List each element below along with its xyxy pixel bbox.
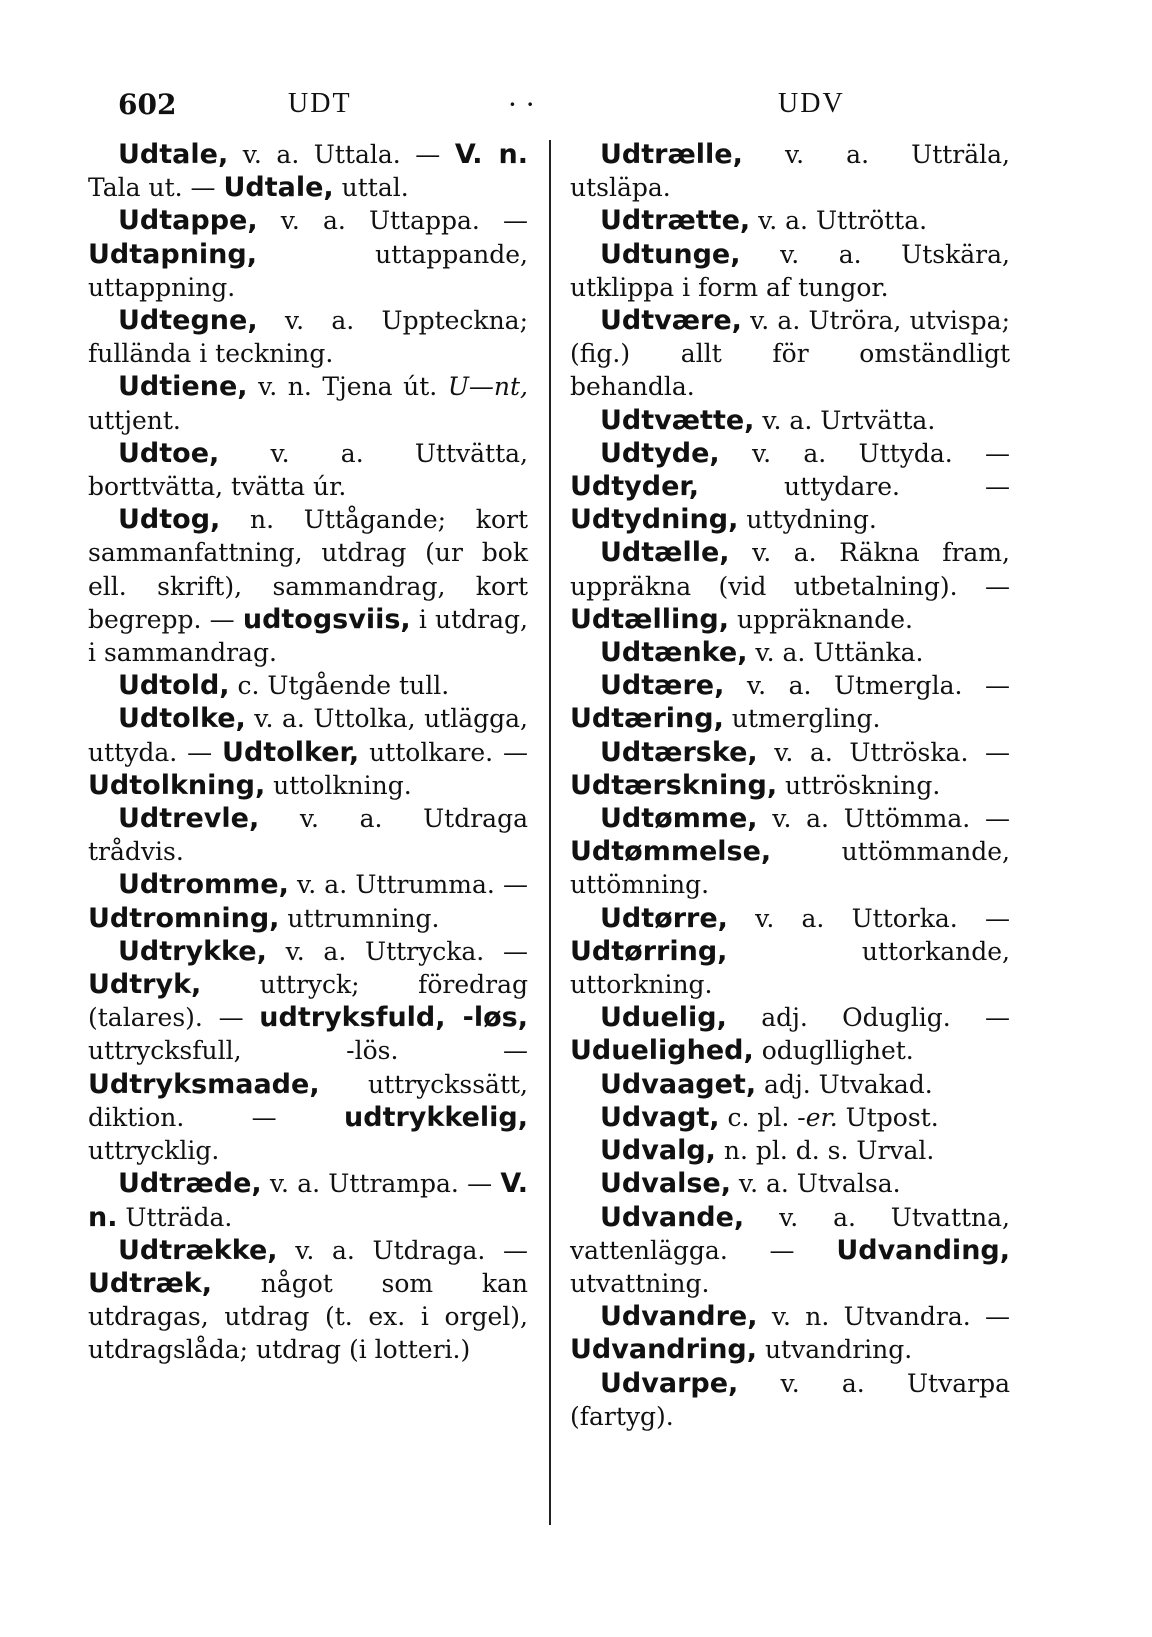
guide-word-right: UDV (778, 88, 845, 119)
dictionary-entry (88, 669, 528, 702)
definition-text: v. a. Uttyda. — (719, 438, 1010, 468)
page-number: 602 (118, 88, 177, 121)
headword: Udtegne, (118, 305, 258, 337)
headword: Udtære, (600, 670, 725, 702)
definition-text: utvandring. (757, 1335, 913, 1365)
definition-text: v. a. Utröra, utvispa; (fig.) allt för omständligt behandla. (570, 306, 1010, 402)
dictionary-entry (570, 204, 1010, 237)
headword: Udtale, (118, 139, 229, 170)
definition-text: c. Utgående tull. (229, 671, 450, 701)
definition-text: v. a. Uttröska. — (757, 737, 1010, 767)
dictionary-entry (88, 204, 528, 304)
dictionary-entry (570, 404, 1010, 437)
dictionary-entry (570, 1167, 1010, 1200)
dictionary-entry (570, 1201, 1010, 1301)
dictionary-entry (88, 1167, 528, 1233)
guide-word-left: UDT (288, 88, 352, 119)
definition-text: v. a. Utträla, utsläpa. (570, 140, 1010, 203)
definition-text: uttrumning. (279, 903, 440, 933)
dictionary-entry (570, 304, 1010, 404)
headword: udtrykkelig, (344, 1101, 528, 1133)
definition-text: Tala ut. — (88, 173, 224, 203)
definition-text: v. n. Utvandra. — (757, 1302, 1010, 1332)
headword: Udvalg, (600, 1135, 716, 1167)
definition-text: uttydare. — (699, 472, 1010, 502)
definition-text: uttal. (333, 173, 409, 203)
headword: Udtromme, (118, 869, 289, 901)
headword: Udtvætte, (600, 404, 755, 436)
header-dots: · · (508, 88, 535, 121)
headword: V. n. (454, 139, 528, 170)
headword: Udvagt, (600, 1101, 720, 1133)
headword: Udtvære, (600, 305, 742, 337)
definition-text: uttolkare. — (359, 737, 528, 767)
definition-text: uttrycksfull, -lös. — (88, 1036, 528, 1066)
definition-text: i utdrag, i sammandrag. (88, 604, 528, 668)
headword: Udtrykke, (118, 935, 267, 967)
definition-text: uttryckssätt, diktion. — (88, 1069, 528, 1132)
definition-text: v. a. Utvarpa (fartyg). (570, 1368, 1010, 1431)
dictionary-entry (88, 868, 528, 934)
dictionary-entry (570, 1367, 1010, 1433)
dictionary-entry (88, 370, 528, 436)
dictionary-entry (570, 1300, 1010, 1366)
headword: Udtømme, (600, 803, 758, 835)
headword: Udtoe, (118, 437, 220, 469)
definition-text: v. a. Utmergla. — (724, 671, 1010, 701)
definition-text: n. Uttågande; kort sammanfattning, utdrag (ur bok ell. skrift), sammandrag, kort begrepp. — (88, 505, 528, 634)
definition-text: uttrycklig. (88, 1136, 220, 1166)
dictionary-entry (570, 536, 1010, 636)
headword: Udtærskning, (570, 769, 778, 801)
definition-text: Utpost. (837, 1102, 939, 1132)
definition-text: n. pl. d. s. Urval. (715, 1136, 935, 1166)
dictionary-entry (570, 1101, 1010, 1134)
definition-text: v. n. Tjena út. (247, 372, 448, 402)
definition-text: v. a. Räkna fram, uppräkna (vid utbetalning). — (570, 538, 1010, 601)
headword: Udtromning, (88, 902, 280, 934)
dictionary-entry (570, 238, 1010, 304)
definition-text: v. a. Uttorka. — (727, 903, 1010, 933)
dictionary-entry (88, 304, 528, 370)
headword: Udvaaget, (600, 1068, 757, 1100)
definition-text: v. a. Utvalsa. (730, 1169, 901, 1199)
definition-text: odugllighet. (753, 1036, 914, 1066)
headword: udtogsviis, (242, 603, 411, 635)
dictionary-entry (570, 802, 1010, 902)
definition-text: uttolkning. (265, 770, 412, 800)
page-header (118, 88, 1018, 128)
definition-text: adj. Oduglig. — (726, 1003, 1010, 1033)
definition-text: v. a. Uttrumma. — (288, 870, 528, 900)
headword: Udtrælle, (600, 139, 743, 170)
headword: Udtæring, (570, 703, 724, 735)
headword: Uduelighed, (570, 1035, 754, 1067)
headword: Udtryk, (88, 969, 202, 1001)
dictionary-entry (570, 636, 1010, 669)
headword: Udtælling, (570, 603, 730, 635)
headword: Udtræk, (88, 1267, 212, 1299)
headword: Udtømmelse, (570, 836, 772, 868)
dictionary-entry (88, 138, 528, 204)
dictionary-entry (88, 1234, 528, 1367)
definition-text: v. a. Utvattna, vattenlägga. — (570, 1202, 1010, 1265)
definition-text: v. a. Utdraga. — (277, 1235, 528, 1265)
dictionary-entry (570, 736, 1010, 802)
headword: Udtrætte, (600, 205, 751, 237)
headword: Udtørre, (600, 902, 728, 934)
definition-text: uttappande, uttappning. (88, 239, 528, 302)
definition-text: v. a. Uttvätta, borttvätta, tvätta úr. (88, 438, 528, 502)
dictionary-entry (88, 935, 528, 1167)
definition-text: adj. Utvakad. (756, 1069, 933, 1099)
headword: Udtolker, (222, 736, 360, 768)
definition-text: v. a. Uttänka. (747, 638, 924, 668)
definition-text: utvattning. (570, 1268, 710, 1298)
headword: Udtræde, (118, 1168, 262, 1200)
headword: Udtærske, (600, 736, 758, 768)
headword: Udtænke, (600, 637, 748, 669)
definition-text: v. a. Uppteckna; fulländа i teckning. (88, 306, 528, 369)
headword: Udtørring, (570, 935, 728, 967)
left-column (88, 138, 528, 1367)
headword: Udtunge, (600, 238, 741, 270)
column-divider (549, 140, 551, 1525)
definition-text: v. a. Uttrycka. — (266, 936, 528, 966)
headword: Udtyder, (570, 471, 700, 503)
headword: Udtrevle, (118, 803, 260, 835)
headword: udtryksfuld, -løs, (259, 1002, 528, 1034)
definition-text: uttorkande, uttorkning. (570, 936, 1010, 1000)
dictionary-entry (88, 802, 528, 868)
dictionary-entry (570, 138, 1010, 204)
headword: V. n. (88, 1168, 528, 1233)
definition-text: uttröskning. (777, 770, 941, 800)
definition-text: v. a. Uttappa. — (257, 206, 528, 236)
dictionary-entry (570, 437, 1010, 537)
definition-text: uppräknande. (729, 604, 913, 634)
definition-text: utmergling. (723, 704, 881, 734)
inflection: U—nt, (447, 372, 528, 402)
dictionary-entry (570, 669, 1010, 735)
headword: Udvarpe, (600, 1367, 739, 1399)
definition-text: v. a. Uttrötta. (750, 206, 928, 236)
definition-text: uttryck; föredrag (talares). — (88, 970, 528, 1033)
headword: Udtapning, (88, 238, 257, 270)
definition-text: v. a. Uttala. — (228, 140, 455, 169)
definition-text: något som kan utdragas, utdrag (t. ex. i orgel), utdragslåda; utdrag (i lotteri.) (88, 1268, 528, 1365)
definition-text: v. a. Uttolka, utlägga, uttyda. — (88, 704, 528, 767)
headword: Udtold, (118, 670, 230, 702)
headword: Udtryksmaade, (88, 1068, 320, 1100)
headword: Udtolkning, (88, 769, 266, 801)
definition-text: v. a. Utskära, utklippa i form af tungor. (570, 239, 1010, 302)
headword: Udtrække, (118, 1234, 278, 1266)
definition-text: uttömmande, uttömning. (570, 837, 1010, 900)
definition-text: Utträda. (117, 1202, 233, 1232)
dictionary-entry (570, 1068, 1010, 1101)
right-column (570, 138, 1010, 1433)
headword: Udtappe, (118, 205, 258, 237)
dictionary-entry (88, 437, 528, 503)
headword: Udvanding, (836, 1234, 1010, 1266)
headword: Udvalse, (600, 1168, 731, 1200)
definition-text: c. pl. (719, 1102, 798, 1132)
headword: Udtyde, (600, 437, 720, 469)
dictionary-entry (88, 702, 528, 802)
headword: Udtale, (223, 172, 334, 204)
headword: Udtiene, (118, 371, 248, 403)
inflection: -er. (797, 1102, 838, 1132)
headword: Udtolke, (118, 703, 246, 735)
definition-text: v. a. Utdraga trådvis. (88, 804, 528, 867)
definition-text: v. a. Uttömma. — (757, 804, 1010, 834)
dictionary-entry (570, 1134, 1010, 1167)
definition-text: v. a. Uttrampa. — (261, 1169, 501, 1199)
headword: Udvandring, (570, 1334, 757, 1366)
headword: Udtydning, (570, 504, 739, 536)
dictionary-entry (88, 503, 528, 669)
definition-text: uttjent. (88, 405, 181, 435)
definition-text: v. a. Urtvätta. (754, 405, 936, 435)
definition-text: uttydning. (738, 505, 877, 535)
dictionary-entry (570, 902, 1010, 1002)
headword: Udvandre, (600, 1301, 758, 1333)
headword: Udtog, (118, 504, 221, 536)
headword: Udtælle, (600, 537, 730, 569)
dictionary-entry (570, 1001, 1010, 1067)
headword: Udvande, (600, 1201, 745, 1233)
headword: Uduelig, (600, 1002, 727, 1034)
